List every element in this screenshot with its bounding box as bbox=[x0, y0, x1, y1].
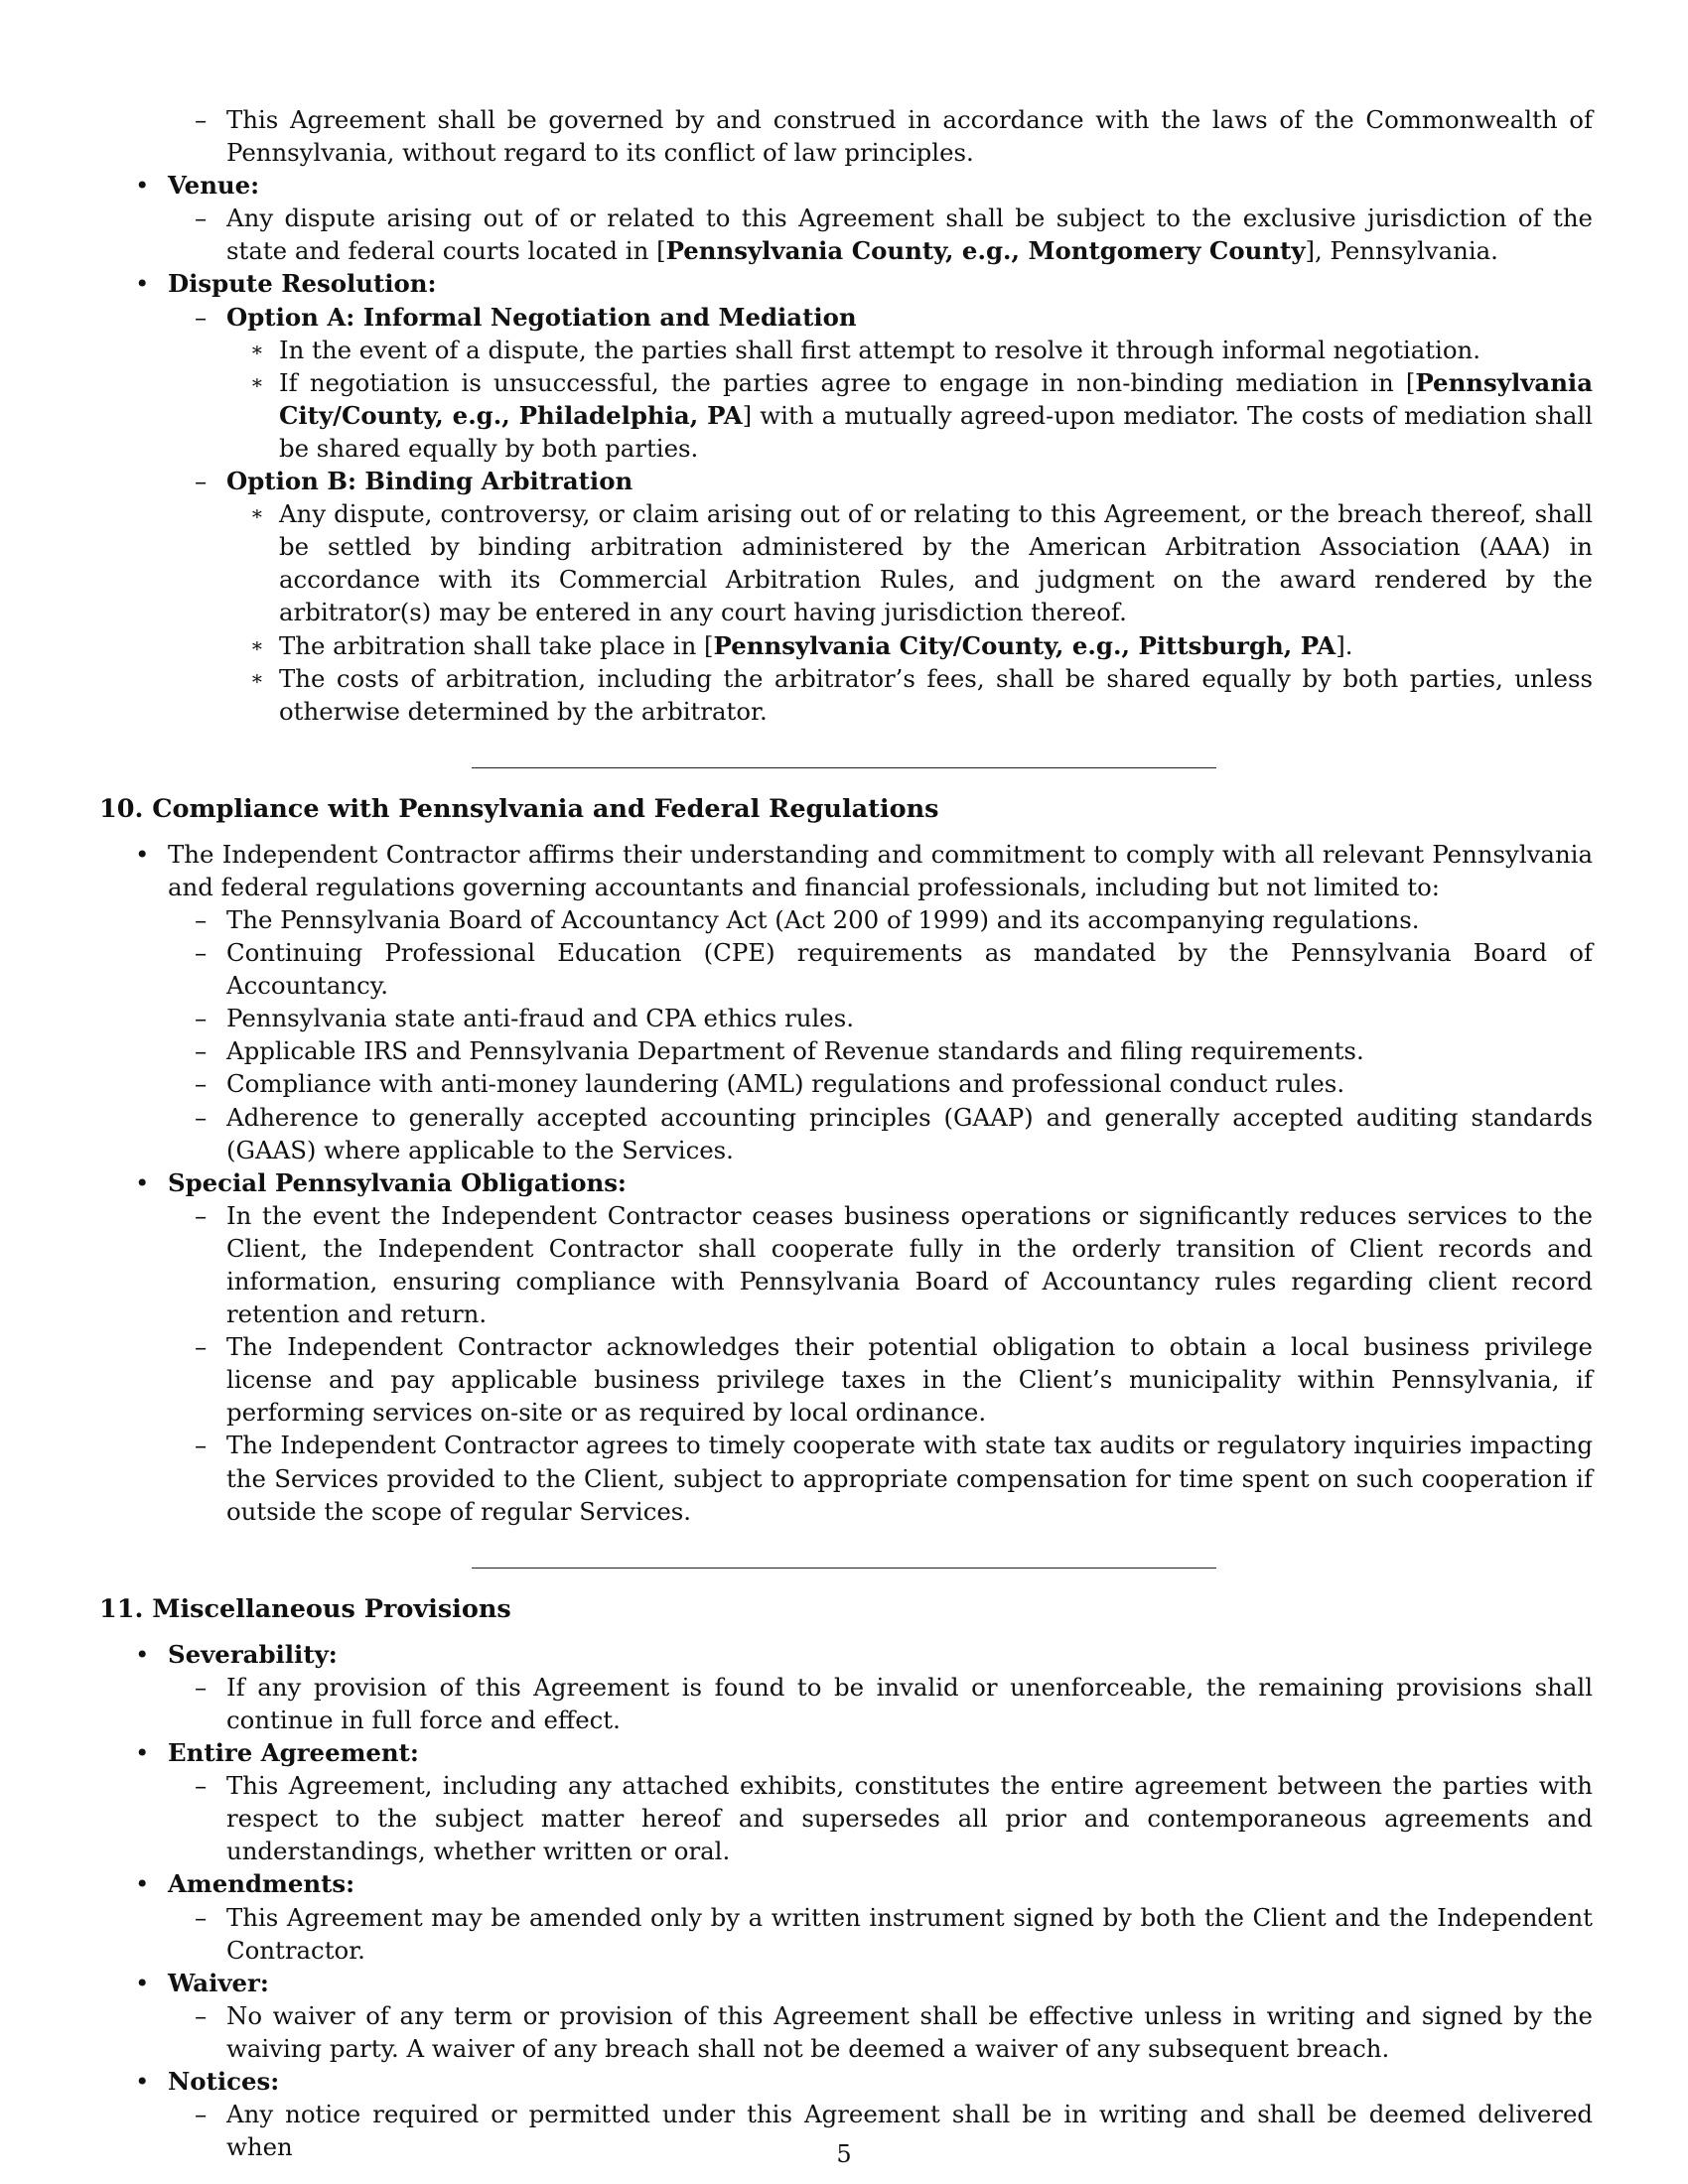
list-item bbox=[99, 1671, 1593, 1736]
option-a-label: Option A: Informal Negotiation and Mediation bbox=[226, 302, 857, 332]
document-body bbox=[99, 103, 1593, 2163]
notices-text: Any notice required or permitted under this Agreement shall be in writing and shall be deemed delivered when bbox=[226, 2100, 1593, 2162]
bullet-marker: • bbox=[135, 1738, 150, 1768]
list-item bbox=[99, 334, 1593, 366]
dash-marker: – bbox=[195, 1069, 208, 1099]
page-number: 5 bbox=[836, 2140, 852, 2168]
dash-marker: – bbox=[195, 904, 208, 934]
section11-heading: 11. Miscellaneous Provisions bbox=[99, 1593, 511, 1624]
option-b-item: The costs of arbitration, including the arbitrator’s fees, shall be shared equally by both parties, unless otherwise determined by the arbitrator. bbox=[279, 663, 1593, 726]
bullet-marker: • bbox=[135, 171, 150, 201]
list-item bbox=[99, 103, 1593, 169]
bullet-marker: • bbox=[135, 1639, 150, 1669]
dash-marker: – bbox=[195, 1200, 208, 1230]
bullet-marker: • bbox=[135, 1869, 150, 1899]
section-divider bbox=[472, 1568, 1216, 1569]
list-item bbox=[99, 202, 1593, 267]
list-item bbox=[99, 1736, 1593, 1769]
list-item bbox=[99, 1867, 1593, 1900]
regulation-item: Continuing Professional Education (CPE) requirements as mandated by the Pennsylvania Board of Accountancy. bbox=[226, 938, 1593, 1001]
mediation-placeholder: Pennsylvania City/County, e.g., Philadelphia, PA bbox=[279, 367, 1593, 430]
bullet-marker: • bbox=[135, 1968, 150, 1997]
dash-marker: – bbox=[195, 1902, 208, 1932]
asterisk-marker: ∗ bbox=[250, 337, 264, 361]
list-item bbox=[99, 366, 1593, 465]
list-item bbox=[99, 267, 1593, 300]
list-item bbox=[99, 1769, 1593, 1867]
section11-list bbox=[99, 1638, 1593, 2164]
regulation-item: Adherence to generally accepted accounting principles (GAAP) and generally accepted auditing standards (GAAS) where applicable to the Services. bbox=[226, 1102, 1593, 1164]
list-item bbox=[99, 1101, 1593, 1166]
option-b-item: The arbitration shall take place in [Pennsylvania City/County, e.g., Pittsburgh, PA]. bbox=[279, 630, 1353, 660]
section9-continuation bbox=[99, 103, 1593, 728]
list-item bbox=[99, 1034, 1593, 1067]
list-item bbox=[99, 1999, 1593, 2065]
severability-label: Severability: bbox=[168, 1639, 338, 1669]
list-item bbox=[99, 1901, 1593, 1967]
entire-agreement-label: Entire Agreement: bbox=[168, 1738, 419, 1768]
bullet-marker: • bbox=[135, 269, 150, 299]
list-item bbox=[99, 1067, 1593, 1100]
dash-marker: – bbox=[195, 1036, 208, 1066]
option-b-label: Option B: Binding Arbitration bbox=[226, 467, 633, 496]
regulation-item: Compliance with anti-money laundering (AML) regulations and professional conduct rules. bbox=[226, 1069, 1345, 1099]
list-item bbox=[99, 497, 1593, 628]
venue-placeholder: Pennsylvania County, e.g., Montgomery County bbox=[665, 236, 1306, 266]
special-obligations-label: Special Pennsylvania Obligations: bbox=[168, 1167, 627, 1197]
bullet-marker: • bbox=[135, 1167, 150, 1197]
list-item bbox=[99, 1330, 1593, 1429]
dash-marker: – bbox=[195, 2100, 208, 2129]
special-obligation-item: The Independent Contractor agrees to timely cooperate with state tax audits or regulatory inquiries impacting the Services provided to the Client, subject to appropriate compensation for time spent on such cooperation if outside the scope of regular Services. bbox=[226, 1431, 1593, 1526]
list-item bbox=[99, 629, 1593, 662]
list-item bbox=[99, 169, 1593, 202]
amendments-label: Amendments: bbox=[168, 1869, 355, 1899]
list-item bbox=[99, 1429, 1593, 1527]
option-a-item: In the event of a dispute, the parties shall first attempt to resolve it through informal negotiation. bbox=[279, 335, 1481, 364]
waiver-label: Waiver: bbox=[168, 1968, 269, 1997]
list-item bbox=[99, 1166, 1593, 1199]
section10-heading: 10. Compliance with Pennsylvania and Federal Regulations bbox=[99, 793, 939, 824]
regulation-item: Pennsylvania state anti-fraud and CPA ethics rules. bbox=[226, 1004, 854, 1033]
list-item bbox=[99, 2065, 1593, 2098]
dash-marker: – bbox=[195, 1672, 208, 1702]
compliance-intro: The Independent Contractor affirms their understanding and commitment to comply with all relevant Pennsylvania and federal regulations governing accountants and financial professionals, including but not limited to: bbox=[168, 839, 1593, 901]
list-item bbox=[99, 1002, 1593, 1034]
section10-list bbox=[99, 838, 1593, 1528]
dash-marker: – bbox=[195, 938, 208, 968]
dash-marker: – bbox=[195, 1102, 208, 1132]
dash-marker: – bbox=[195, 204, 208, 233]
option-b-item: Any dispute, controversy, or claim arising out of or relating to this Agreement, or the breach thereof, shall be settled by binding arbitration administered by the American Arbitration Association (AAA) in accordance with its Commercial Arbitration Rules, and judgment on the award rendered by the arbitrator(s) may be entered in any court having jurisdiction thereof. bbox=[279, 499, 1593, 627]
list-item bbox=[99, 1199, 1593, 1330]
list-item bbox=[99, 903, 1593, 936]
dash-marker: – bbox=[195, 105, 208, 134]
waiver-text: No waiver of any term or provision of this Agreement shall be effective unless in writing and signed by the waiving party. A waiver of any breach shall not be deemed a waiver of any subsequent breach. bbox=[226, 2000, 1593, 2063]
dash-marker: – bbox=[195, 1004, 208, 1033]
option-a-item: If negotiation is unsuccessful, the parties agree to engage in non-binding mediation in [Pennsylvania City/County, e.g., Philadelphia, PA] with a mutually agreed-upon mediator. The costs of mediation shall be shared equally by both parties. bbox=[279, 367, 1594, 463]
severability-text: If any provision of this Agreement is found to be invalid or unenforceable, the remaining provisions shall continue in full force and effect. bbox=[226, 1672, 1593, 1734]
venue-label: Venue: bbox=[168, 171, 260, 201]
list-item bbox=[99, 1967, 1593, 1999]
arbitration-placeholder: Pennsylvania City/County, e.g., Pittsburgh, PA bbox=[713, 630, 1336, 660]
section-divider bbox=[472, 767, 1216, 768]
list-item bbox=[99, 1638, 1593, 1671]
regulation-item: The Pennsylvania Board of Accountancy Act (Act 200 of 1999) and its accompanying regulations. bbox=[226, 904, 1420, 934]
list-item bbox=[99, 465, 1593, 497]
asterisk-marker: ∗ bbox=[250, 665, 264, 690]
dash-marker: – bbox=[195, 1332, 208, 1362]
dash-marker: – bbox=[195, 1771, 208, 1801]
dash-marker: – bbox=[195, 302, 208, 332]
venue-text: Any dispute arising out of or related to this Agreement shall be subject to the exclusive jurisdiction of the state and federal courts located in [Pennsylvania County, e.g., Montgomery County], Pennsylvania. bbox=[226, 204, 1593, 266]
amendments-text: This Agreement may be amended only by a written instrument signed by both the Client and the Independent Contractor. bbox=[226, 1902, 1593, 1965]
notices-label: Notices: bbox=[168, 2066, 280, 2096]
special-obligation-item: The Independent Contractor acknowledges their potential obligation to obtain a local business privilege license and pay applicable business privilege taxes in the Client’s municipality within Pennsylvania, if performing services on-site or as required by local ordinance. bbox=[226, 1332, 1593, 1428]
dash-marker: – bbox=[195, 467, 208, 496]
asterisk-marker: ∗ bbox=[250, 369, 264, 394]
dash-marker: – bbox=[195, 2000, 208, 2030]
bullet-marker: • bbox=[135, 2066, 150, 2096]
dispute-resolution-label: Dispute Resolution: bbox=[168, 269, 437, 299]
list-item bbox=[99, 301, 1593, 334]
entire-agreement-text: This Agreement, including any attached exhibits, constitutes the entire agreement between the parties with respect to the subject matter hereof and supersedes all prior and contemporaneous agreements and understandings, whether written or oral. bbox=[226, 1771, 1593, 1866]
special-obligation-item: In the event the Independent Contractor ceases business operations or significantly reduces services to the Client, the Independent Contractor shall cooperate fully in the orderly transition of Client records and information, ensuring compliance with Pennsylvania Board of Accountancy rules regarding client record retention and return. bbox=[226, 1200, 1593, 1329]
list-item bbox=[99, 838, 1593, 903]
asterisk-marker: ∗ bbox=[250, 501, 264, 526]
asterisk-marker: ∗ bbox=[250, 632, 264, 657]
list-item bbox=[99, 936, 1593, 1002]
dash-marker: – bbox=[195, 1431, 208, 1460]
list-item bbox=[99, 662, 1593, 728]
regulation-item: Applicable IRS and Pennsylvania Department of Revenue standards and filing requirements. bbox=[226, 1036, 1364, 1066]
bullet-marker: • bbox=[135, 839, 150, 869]
governing-law-text: This Agreement shall be governed by and construed in accordance with the laws of the Commonwealth of Pennsylvania, without regard to its conflict of law principles. bbox=[226, 105, 1593, 168]
